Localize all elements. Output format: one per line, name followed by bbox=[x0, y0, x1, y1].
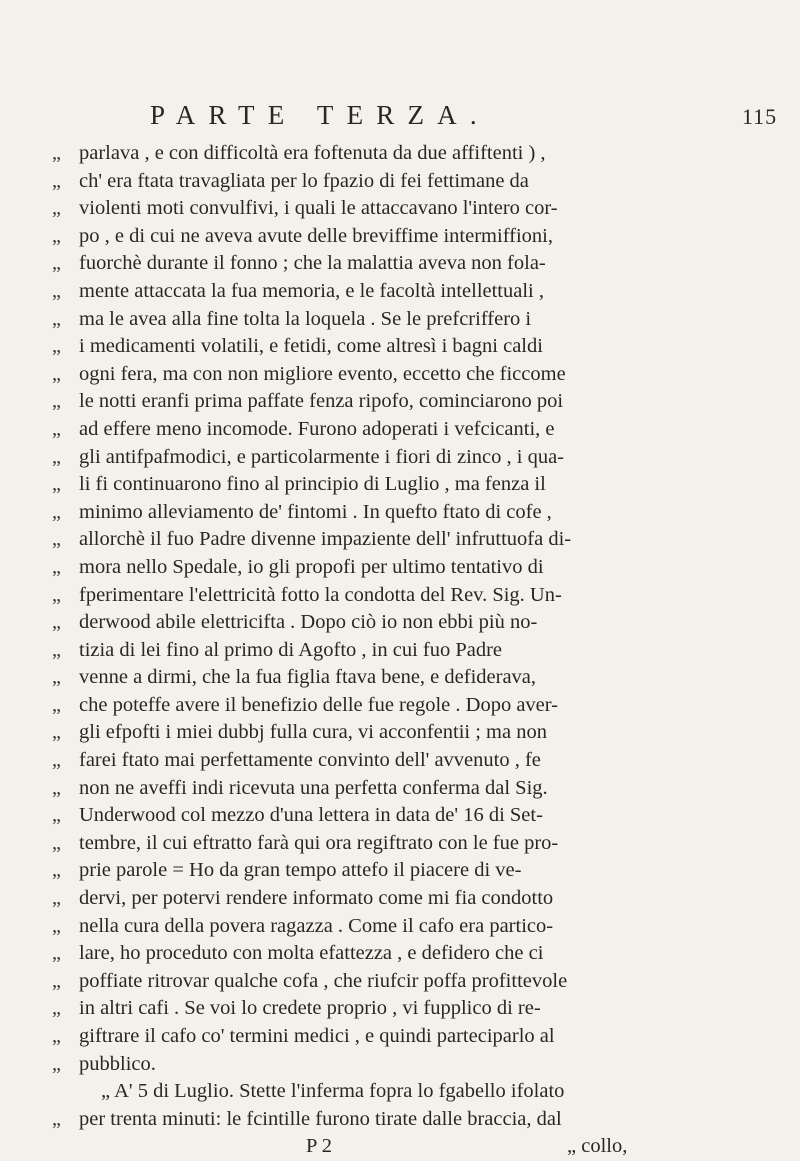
body-text bbox=[0, 140, 800, 1161]
text-line bbox=[0, 830, 800, 858]
line-text: lare, ho proceduto con molta efattezza , e defidero che ci bbox=[79, 942, 544, 965]
line-text: nella cura della povera ragazza . Come il cafo era partico- bbox=[79, 914, 554, 937]
quote-mark: „ bbox=[52, 997, 61, 1020]
text-line bbox=[0, 719, 800, 747]
signature-mark: P 2 bbox=[306, 1135, 333, 1158]
text-line bbox=[0, 361, 800, 389]
quote-mark: „ bbox=[52, 445, 61, 468]
quote-mark: „ bbox=[52, 417, 61, 440]
text-line bbox=[0, 168, 800, 196]
quote-mark: „ bbox=[52, 831, 61, 854]
text-line bbox=[0, 223, 800, 251]
text-line bbox=[0, 278, 800, 306]
quote-mark: „ bbox=[52, 1025, 61, 1047]
text-line bbox=[0, 306, 800, 334]
quote-mark: „ bbox=[52, 942, 61, 965]
quote-mark: „ bbox=[52, 859, 61, 882]
quote-mark: „ bbox=[52, 638, 61, 661]
line-text: poffiate ritrovar qualche cofa , che riufcir poffa profittevole bbox=[79, 969, 568, 992]
quote-mark: „ bbox=[52, 390, 61, 413]
text-line bbox=[0, 388, 800, 416]
text-line bbox=[0, 885, 800, 913]
line-text: ad effere meno incomode. Furono adoperati i vefcicanti, e bbox=[79, 417, 555, 440]
text-line bbox=[0, 1078, 800, 1106]
line-text: tizia di lei fino al primo di Agofto , in cui fuo Padre bbox=[79, 638, 503, 661]
line-text: farei ftato mai perfettamente convinto dell' avvenuto , fe bbox=[79, 749, 541, 772]
line-text: gli efpofti i miei dubbj fulla cura, vi acconfentii ; ma non bbox=[79, 721, 547, 744]
text-line bbox=[0, 664, 800, 692]
text-line bbox=[0, 444, 800, 472]
line-text: prie parole = Ho da gran tempo attefo il piacere di ve- bbox=[79, 859, 522, 882]
text-line bbox=[0, 775, 800, 803]
line-text: mora nello Spedale, io gli propofi per ultimo tentativo di bbox=[79, 555, 544, 578]
quote-mark: „ bbox=[52, 500, 61, 523]
text-line bbox=[0, 526, 800, 554]
text-line bbox=[0, 802, 800, 830]
text-line bbox=[0, 471, 800, 499]
text-line bbox=[0, 1051, 800, 1079]
quote-mark: „ bbox=[52, 473, 61, 496]
text-line bbox=[0, 250, 800, 278]
text-line bbox=[0, 968, 800, 996]
text-line bbox=[0, 1106, 800, 1134]
line-text: fuorchè durante il fonno ; che la malattia aveva non fola- bbox=[79, 252, 546, 275]
quote-mark: „ bbox=[52, 721, 61, 744]
catchword: „ collo, bbox=[567, 1135, 628, 1158]
line-text: ma le avea alla fine tolta la loquela . Se le prefcriffero i bbox=[79, 307, 532, 330]
quote-mark: „ bbox=[52, 169, 61, 192]
text-line bbox=[0, 140, 800, 168]
text-line bbox=[0, 582, 800, 610]
line-text: pubblico. bbox=[79, 1052, 156, 1075]
line-text: giftrare il cafo co' termini medici , e quindi parteciparlo al bbox=[79, 1025, 555, 1047]
quote-mark: „ bbox=[52, 583, 61, 606]
text-line bbox=[0, 195, 800, 223]
page-number: 115 bbox=[742, 104, 778, 129]
quote-mark: „ bbox=[52, 335, 61, 358]
quote-mark: „ bbox=[52, 555, 61, 578]
quote-mark: „ bbox=[52, 611, 61, 634]
line-text: le notti eranfi prima paffate fenza ripofo, cominciarono poi bbox=[79, 390, 564, 413]
line-text: parlava , e con difficoltà era foftenuta da due affiftenti ) , bbox=[79, 142, 546, 164]
text-line bbox=[0, 913, 800, 941]
line-text: venne a dirmi, che la fua figlia ftava bene, e defiderava, bbox=[79, 666, 537, 689]
text-line bbox=[0, 637, 800, 665]
running-header bbox=[0, 100, 800, 140]
line-text: derwood abile elettricifta . Dopo ciò io non ebbi più no- bbox=[79, 611, 538, 634]
text-line bbox=[0, 416, 800, 444]
footer-line bbox=[0, 1133, 800, 1161]
line-text: allorchè il fuo Padre divenne impaziente dell' infruttuofa di- bbox=[79, 528, 572, 551]
text-line bbox=[0, 554, 800, 582]
text-line bbox=[0, 857, 800, 885]
line-text: li fi continuarono fino al principio di Luglio , ma fenza il bbox=[79, 473, 546, 496]
line-text: i medicamenti volatili, e fetidi, come altresì i bagni caldi bbox=[79, 335, 543, 358]
line-text: violenti moti convulfivi, i quali le attaccavano l'intero cor- bbox=[79, 197, 558, 220]
line-text: che poteffe avere il benefizio delle fue regole . Dopo aver- bbox=[79, 693, 559, 716]
text-line bbox=[0, 995, 800, 1023]
text-line bbox=[0, 609, 800, 637]
line-text: ogni fera, ma con non migliore evento, eccetto che ficcome bbox=[79, 362, 566, 385]
quote-mark: „ bbox=[52, 776, 61, 799]
text-line bbox=[0, 499, 800, 527]
quote-mark: „ bbox=[52, 749, 61, 772]
quote-mark: „ bbox=[52, 224, 61, 247]
text-line bbox=[0, 1023, 800, 1051]
line-text: mente attaccata la fua memoria, e le facoltà intellettuali , bbox=[79, 279, 544, 302]
line-text: ch' era ftata travagliata per lo fpazio di fei fettimane da bbox=[79, 169, 529, 192]
quote-mark: „ bbox=[52, 142, 61, 164]
line-text: per trenta minuti: le fcintille furono tirate dalle braccia, dal bbox=[79, 1107, 562, 1130]
quote-mark: „ bbox=[52, 1107, 61, 1130]
text-line bbox=[0, 747, 800, 775]
quote-mark: „ bbox=[52, 362, 61, 385]
line-text: fperimentare l'elettricità fotto la condotta del Rev. Sig. Un- bbox=[79, 583, 562, 606]
line-text: tembre, il cui eftratto farà qui ora regiftrato con le fue pro- bbox=[79, 831, 559, 854]
quote-mark: „ bbox=[52, 969, 61, 992]
quote-mark: „ bbox=[52, 528, 61, 551]
quote-mark: „ bbox=[52, 666, 61, 689]
text-line bbox=[0, 692, 800, 720]
quote-mark: „ bbox=[52, 252, 61, 275]
line-text: Underwood col mezzo d'una lettera in data de' 16 di Set- bbox=[79, 804, 543, 827]
line-text: dervi, per potervi rendere informato come mi fia condotto bbox=[79, 887, 554, 910]
text-line bbox=[0, 940, 800, 968]
quote-mark: „ bbox=[52, 1052, 61, 1075]
line-text: gli antifpafmodici, e particolarmente i fiori di zinco , i qua- bbox=[79, 445, 564, 468]
line-text: non ne aveffi indi ricevuta una perfetta conferma dal Sig. bbox=[79, 776, 548, 799]
line-text: „ A' 5 di Luglio. Stette l'inferma fopra lo fgabello ifolato bbox=[101, 1080, 565, 1103]
quote-mark: „ bbox=[52, 887, 61, 910]
quote-mark: „ bbox=[52, 197, 61, 220]
quote-mark: „ bbox=[52, 307, 61, 330]
text-line bbox=[0, 333, 800, 361]
line-text: in altri cafi . Se voi lo credete proprio , vi fupplico di re- bbox=[79, 997, 541, 1020]
line-text: minimo alleviamento de' fintomi . In quefto ftato di cofe , bbox=[79, 500, 552, 523]
quote-mark: „ bbox=[52, 804, 61, 827]
quote-mark: „ bbox=[52, 914, 61, 937]
quote-mark: „ bbox=[52, 693, 61, 716]
running-title: PARTE TERZA. bbox=[150, 100, 490, 130]
line-text: po , e di cui ne aveva avute delle breviffime intermiffioni, bbox=[79, 224, 553, 247]
quote-mark: „ bbox=[52, 279, 61, 302]
